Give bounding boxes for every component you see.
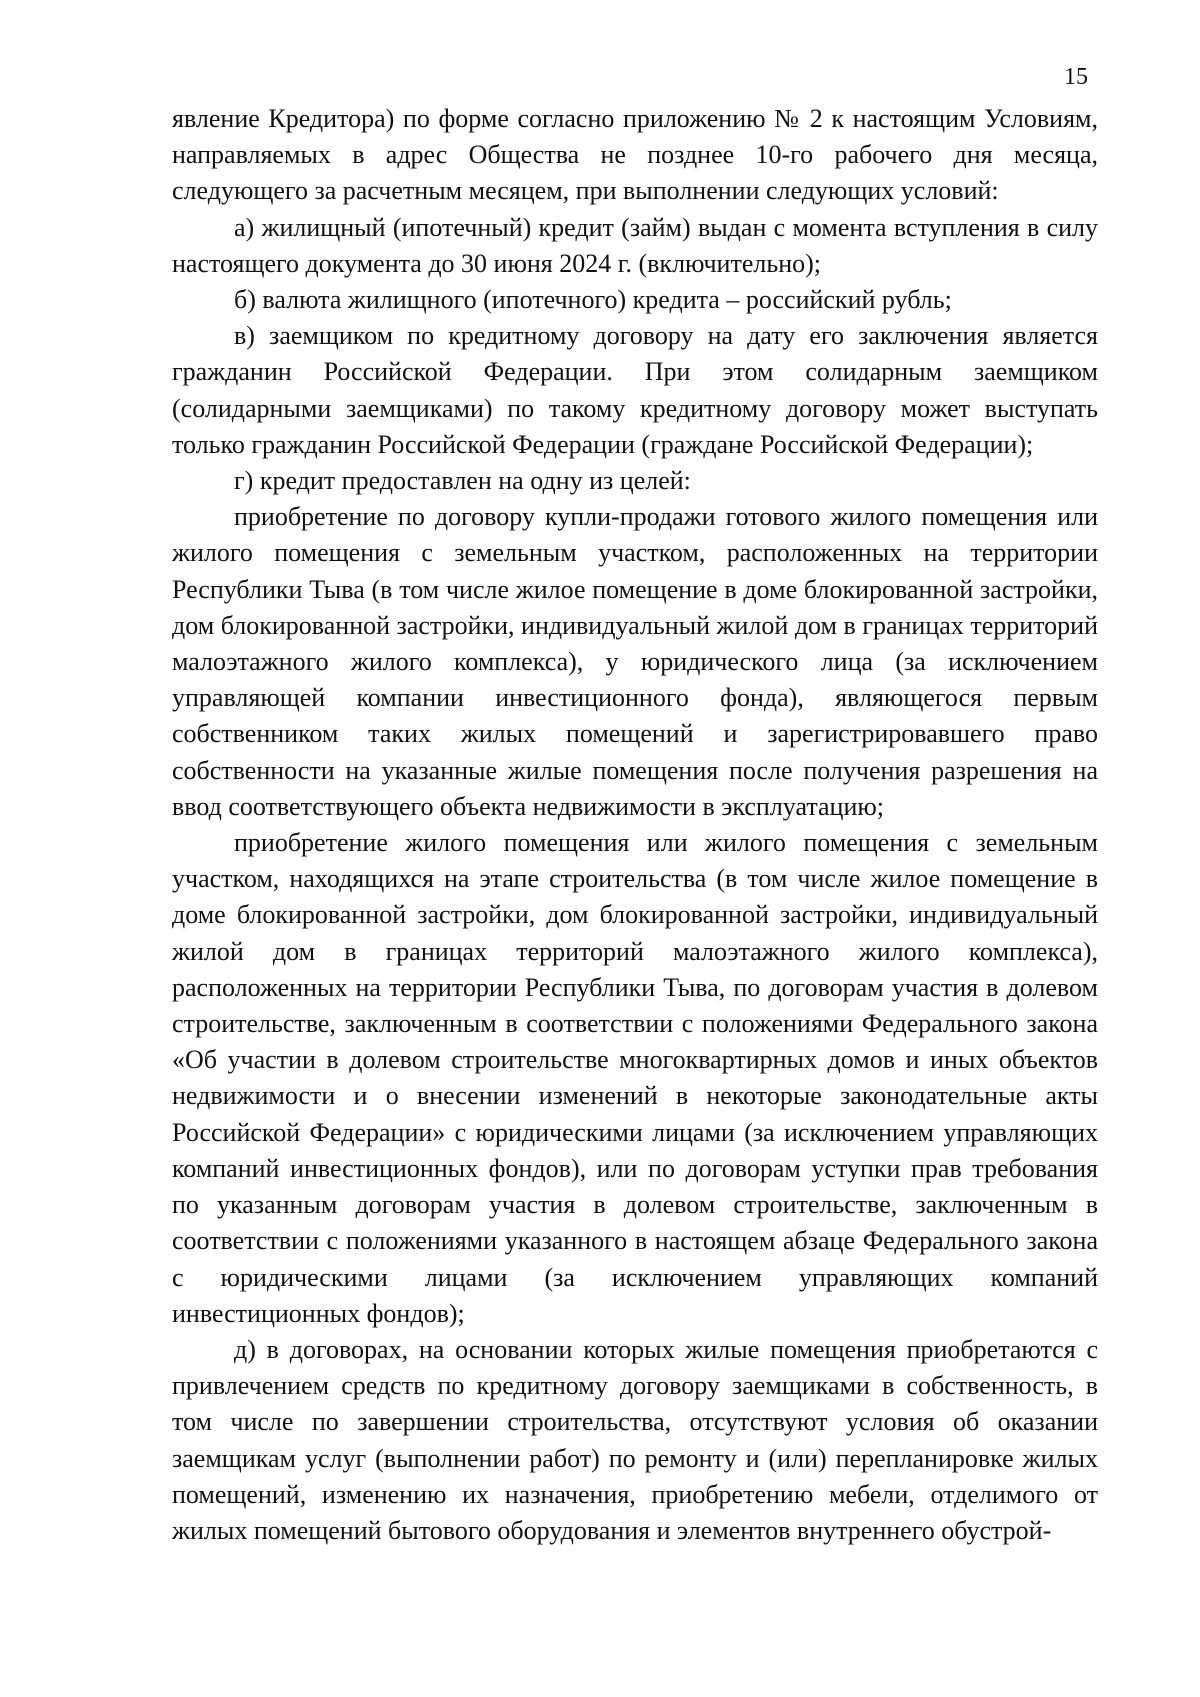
page-number: 15	[1064, 64, 1088, 90]
paragraph-purpose-purchase: приобретение по договору купли-продажи готового жилого помещения или жилого помещения с земельным участком, расположенных на территории Республики Тыва (в том числе жилое помещение в доме блокированной застройки, дом блокированной застройки, индивидуальный жилой дом в границах территорий малоэтажного жилого комплекса), у юридического лица (за исключением управляющей компании инвестиционного фонда), являющегося первым собственником таких жилых помещений и зарегистрировавшего право собственности на указанные жилые помещения после получения разрешения на ввод соответствующего объекта недвижимости в эксплуатацию;	[172, 502, 1098, 821]
paragraph-continuation: явление Кредитора) по форме согласно приложению № 2 к настоящим Условиям, направляемых в адрес Общества не позднее 10-го рабочего дня месяца, следующего за расчетным месяцем, при выполнении следующих условий:	[172, 104, 1098, 206]
paragraph-item-b: б) валюта жилищного (ипотечного) кредита – российский рубль;	[234, 285, 952, 315]
paragraph-item-d: д) в договорах, на основании которых жилые помещения приобретаются с привлечением средств по кредитному договору заемщиками в собственность, в том числе по завершении строительства, отсутствуют условия об оказании заемщикам услуг (выполнении работ) по ремонту и (или) перепланировке жилых помещений, изменению их назначения, приобретению мебели, отделимого от жилых помещений бытового оборудования и элементов внутреннего обустрой-	[172, 1334, 1098, 1545]
paragraph-item-v: в) заемщиком по кредитному договору на дату его заключения является гражданин Российской Федерации. При этом солидарным заемщиком (солидарными заемщиками) по такому кредитному договору может выступать только гражданин Российской Федерации (граждане Российской Федерации);	[172, 321, 1098, 459]
document-body	[172, 101, 1098, 1549]
paragraph-item-g: г) кредит предоставлен на одну из целей:	[234, 466, 691, 496]
paragraph-item-a: а) жилищный (ипотечный) кредит (займ) выдан с момента вступления в силу настоящего документа до 30 июня 2024 г. (включительно);	[172, 212, 1098, 278]
paragraph-purpose-construction: приобретение жилого помещения или жилого помещения с земельным участком, находящихся на этапе строительства (в том числе жилое помещение в доме блокированной застройки, дом блокированной застройки, индивидуальный жилой дом в границах территорий малоэтажного жилого комплекса), расположенных на территории Республики Тыва, по договорам участия в долевом строительстве, заключенным в соответствии с положениями Федерального закона «Об участии в долевом строительстве многоквартирных домов и иных объектов недвижимости и о внесении изменений в некоторые законодательные акты Российской Федерации» с юридическими лицами (за исключением управляющих компаний инвестиционных фондов), или по договорам уступки прав требования по указанным договорам участия в долевом строительстве, заключенным в соответствии с положениями указанного в настоящем абзаце Федерального закона с юридическими лицами (за исключением управляющих компаний инвестиционных фондов);	[172, 828, 1098, 1328]
